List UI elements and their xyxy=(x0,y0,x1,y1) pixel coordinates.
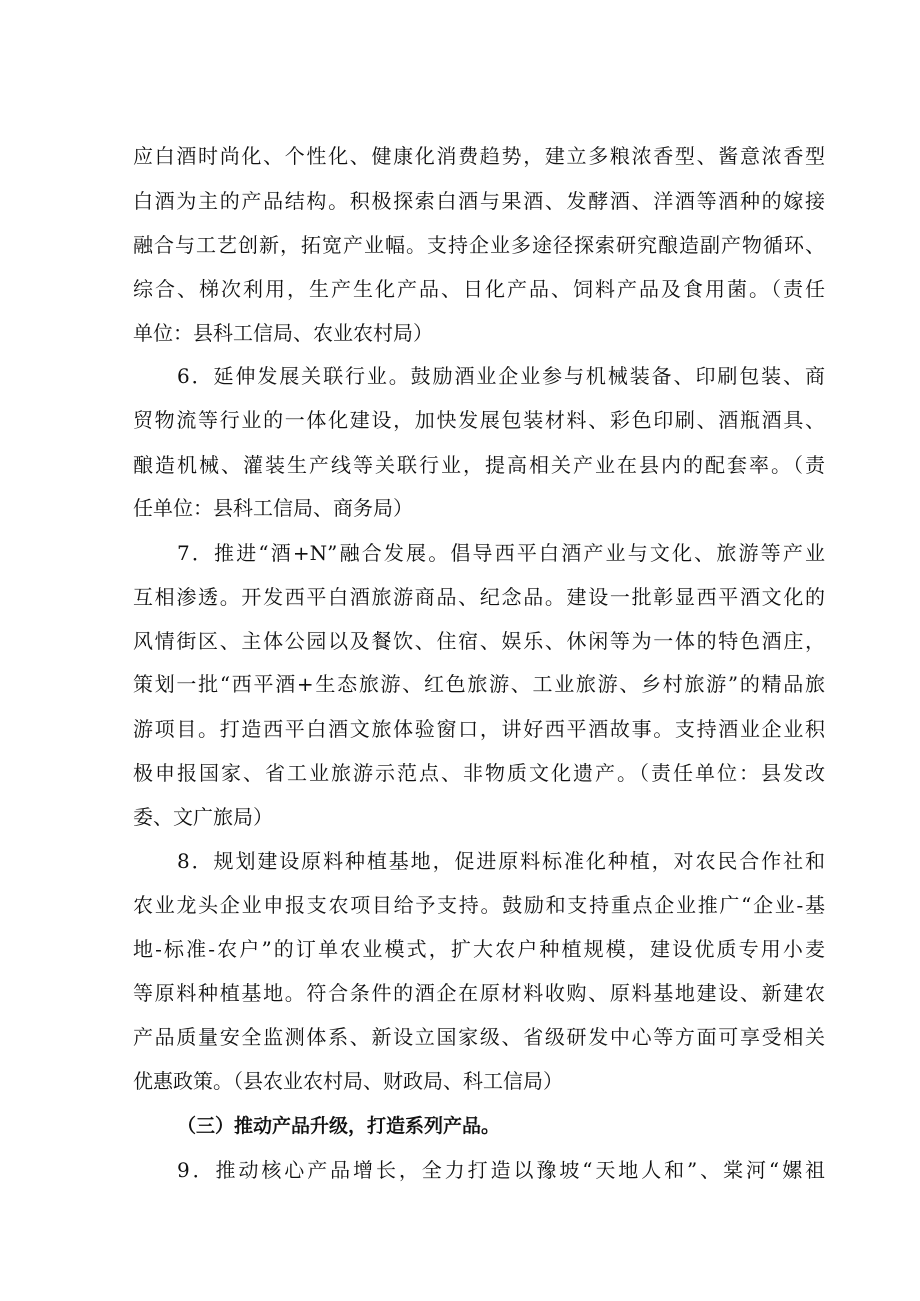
text-line: 综合、梯次利用，生产生化产品、日化产品、饲料产品及食用菌。（责任 xyxy=(133,277,825,301)
section-heading: （三）推动产品升级，打造系列产品。 xyxy=(177,1115,501,1137)
text-line: 酿造机械、灌装生产线等关联行业，提高相关产业在县内的配套率。（责 xyxy=(133,453,825,477)
text-line: 任单位：县科工信局、商务局） xyxy=(133,496,413,520)
text-line: 应白酒时尚化、个性化、健康化消费趋势，建立多粮浓香型、酱意浓香型 xyxy=(133,144,825,168)
paragraph-9-line: 9．推动核心产品增长，全力打造以豫坡“天地人和”、棠河“嫘祖 xyxy=(177,1158,825,1182)
text-line: 优惠政策。（县农业农村局、财政局、科工信局） xyxy=(133,1069,563,1093)
text-line: 单位：县科工信局、农业农村局） xyxy=(133,321,433,345)
text-line: 贸物流等行业的一体化建设，加快发展包装材料、彩色印刷、酒瓶酒具、 xyxy=(133,408,825,432)
text-line: 融合与工艺创新，拓宽产业幅。支持企业多途径探索研究酿造副产物循环、 xyxy=(133,233,825,257)
text-line: 委、文广旅局） xyxy=(133,805,273,829)
text-line: 等原料种植基地。符合条件的酒企在原材料收购、原料基地建设、新建农 xyxy=(133,981,825,1005)
paragraph-7-line: 7．推进“酒+N”融合发展。倡导西平白酒产业与文化、旅游等产业 xyxy=(177,541,825,565)
text-line: 白酒为主的产品结构。积极探索白酒与果酒、发酵酒、洋酒等酒种的嫁接 xyxy=(133,189,825,213)
paragraph-6-line: 6．延伸发展关联行业。鼓励酒业企业参与机械装备、印刷包装、商 xyxy=(177,364,825,388)
text-line: 风情街区、主体公园以及餐饮、住宿、娱乐、休闲等为一体的特色酒庄， xyxy=(133,629,825,653)
text-line: 互相渗透。开发西平白酒旅游商品、纪念品。建设一批彰显西平酒文化的 xyxy=(133,585,825,609)
paragraph-8-line: 8．规划建设原料种植基地，促进原料标准化种植，对农民合作社和 xyxy=(177,849,825,873)
text-line: 地-标准-农户”的订单农业模式，扩大农户种植规模，建设优质专用小麦 xyxy=(133,937,825,961)
text-line: 农业龙头企业申报支农项目给予支持。鼓励和支持重点企业推广“企业-基 xyxy=(133,893,825,917)
text-line: 策划一批“西平酒+生态旅游、红色旅游、工业旅游、乡村旅游”的精品旅 xyxy=(133,672,825,696)
text-line: 产品质量安全监测体系、新设立国家级、省级研发中心等方面可享受相关 xyxy=(133,1025,825,1049)
text-line: 极申报国家、省工业旅游示范点、非物质文化遗产。（责任单位：县发改 xyxy=(133,761,825,785)
text-line: 游项目。打造西平白酒文旅体验窗口，讲好西平酒故事。支持酒业企业积 xyxy=(133,717,825,741)
